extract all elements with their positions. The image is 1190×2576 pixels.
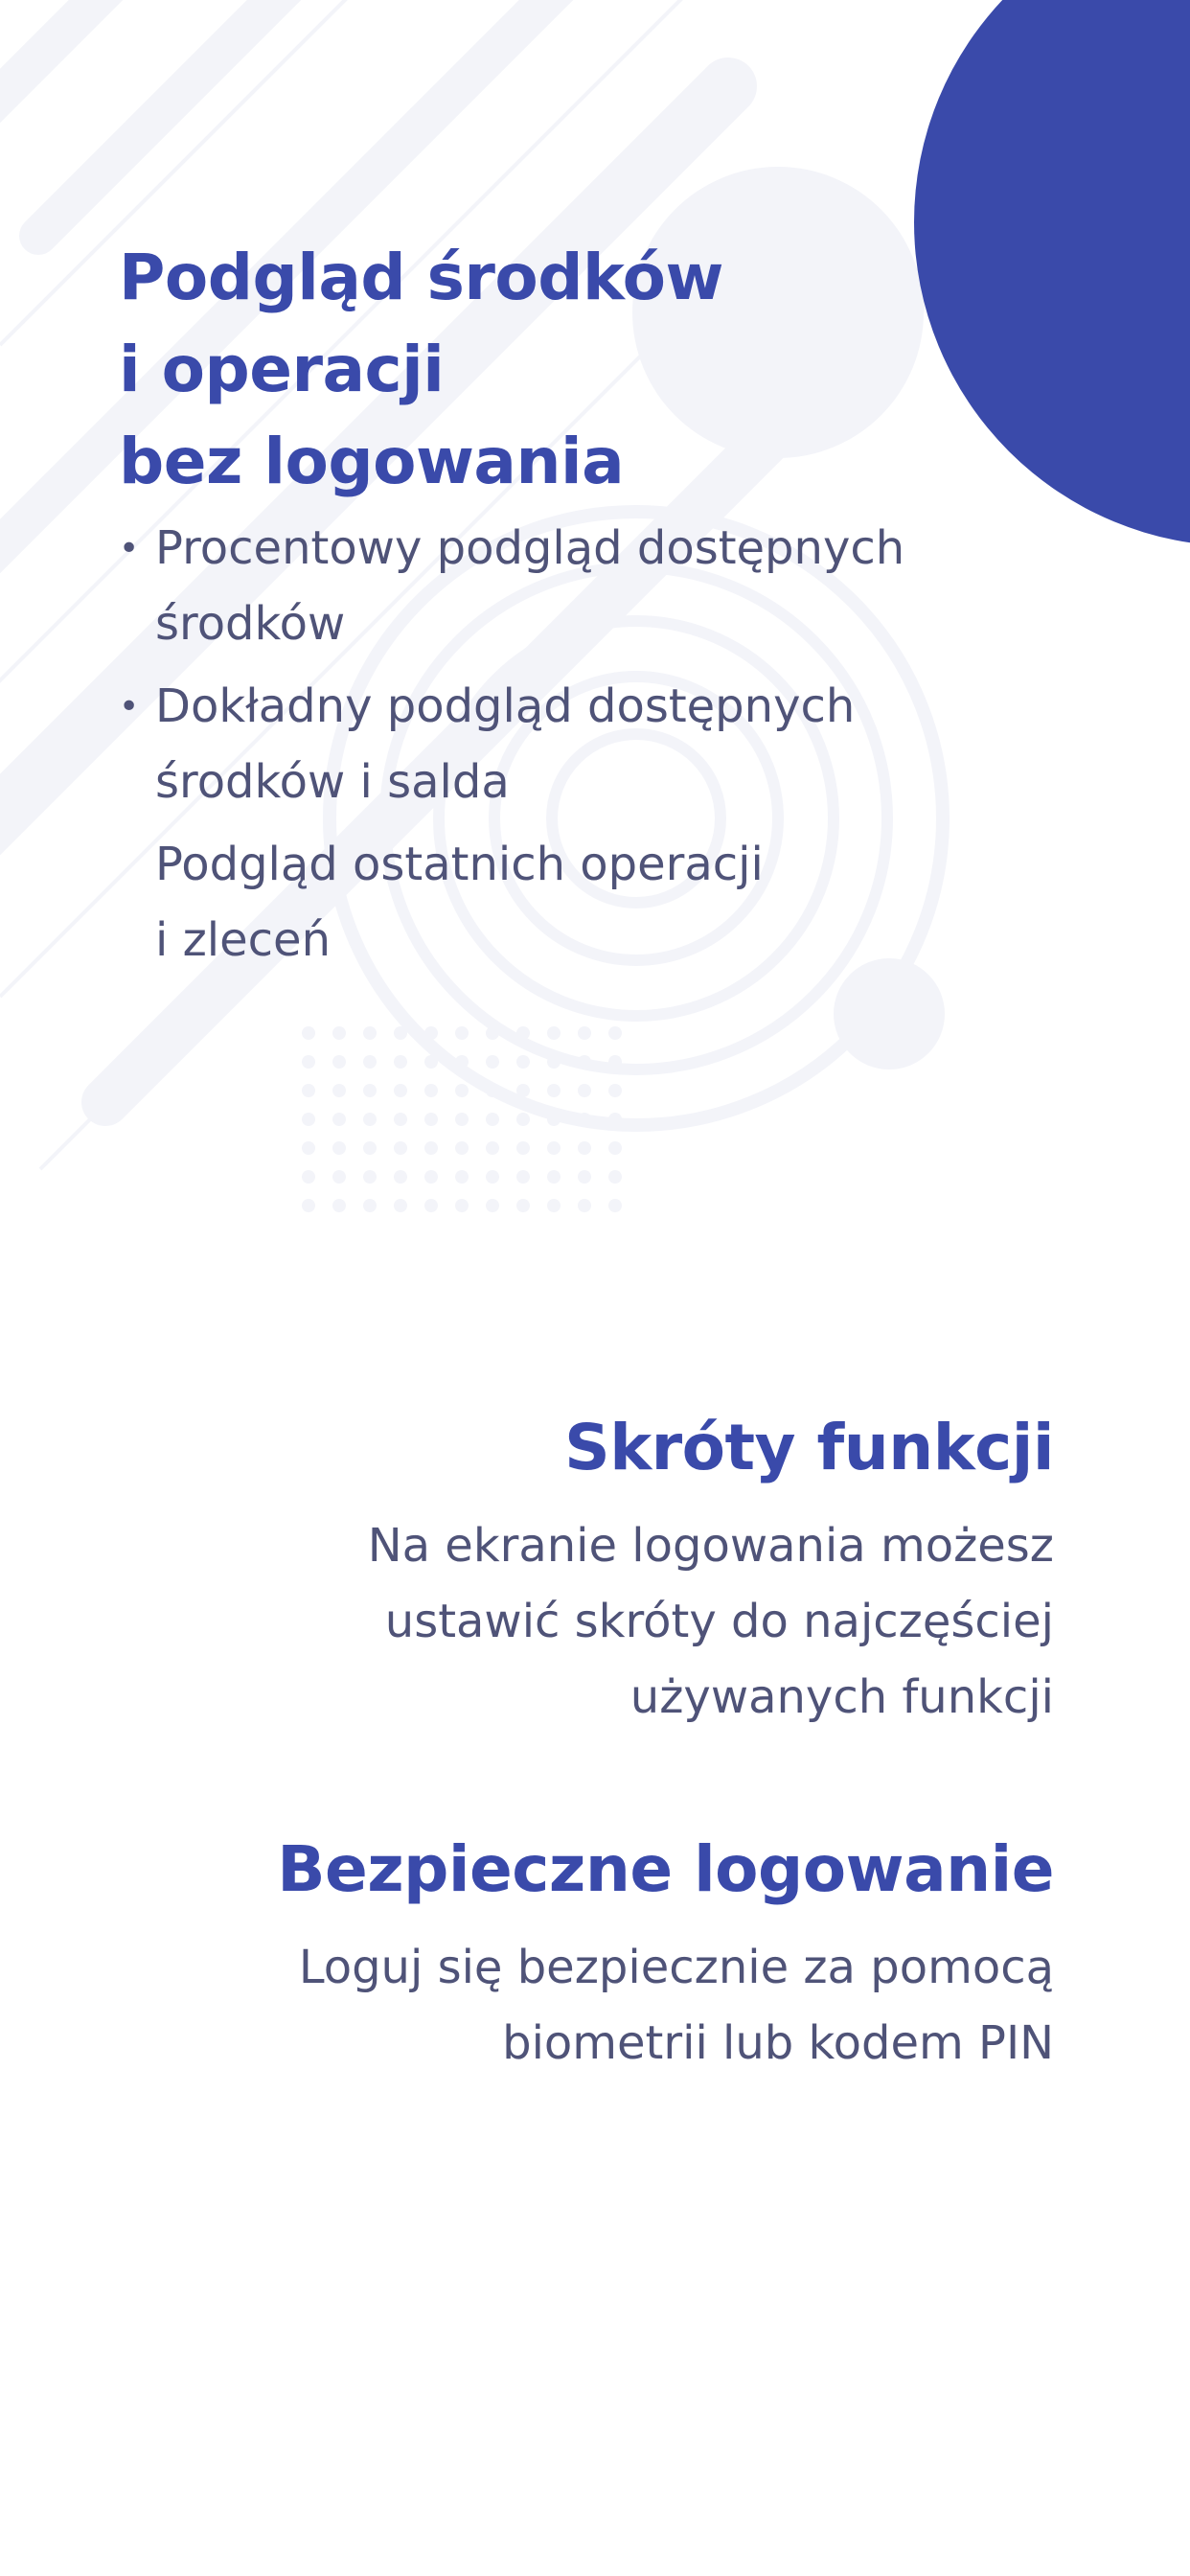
decor-dot — [516, 1026, 530, 1040]
preview-title — [119, 232, 790, 508]
decor-dot — [455, 1199, 469, 1212]
decor-dot — [332, 1055, 346, 1069]
secure-login-description-line: Loguj się bezpiecznie za pomocą — [298, 1941, 1054, 1994]
decor-dot — [332, 1113, 346, 1126]
decor-dot — [608, 1084, 622, 1097]
bullet-icon: • — [119, 687, 140, 726]
decor-dot — [302, 1055, 315, 1069]
preview-feature-list — [119, 511, 1000, 985]
decor-dot — [608, 1113, 622, 1126]
decor-dot — [302, 1199, 315, 1212]
preview-title-line: Podgląd środków — [119, 241, 723, 314]
decor-dot — [547, 1055, 561, 1069]
list-item-text: środków i salda — [155, 755, 510, 809]
list-item-text: Dokładny podgląd dostępnych — [155, 679, 856, 733]
decor-dot — [455, 1026, 469, 1040]
list-item-text: i zleceń — [155, 913, 331, 967]
decor-dot — [394, 1026, 407, 1040]
decor-dot — [363, 1026, 377, 1040]
shortcuts-description-line: używanych funkcji — [629, 1670, 1054, 1724]
decor-dot — [363, 1113, 377, 1126]
secure-login-title: Bezpieczne logowanie — [277, 1832, 1054, 1906]
decor-dot — [455, 1141, 469, 1155]
preview-title-line: i operacji — [119, 333, 445, 406]
decor-dot — [547, 1199, 561, 1212]
decor-circle-accent — [914, 0, 1190, 546]
secure-login-description-line: biometrii lub kodem PIN — [502, 2016, 1054, 2070]
decor-dot — [363, 1199, 377, 1212]
bullet-icon: • — [119, 529, 140, 568]
decor-dot — [486, 1141, 499, 1155]
decor-dot — [486, 1199, 499, 1212]
decor-dot — [394, 1084, 407, 1097]
decor-dot — [516, 1113, 530, 1126]
secure-login-section — [96, 1827, 1054, 2082]
decor-dot — [547, 1113, 561, 1126]
shortcuts-title: Skróty funkcji — [564, 1411, 1054, 1484]
decor-dot — [486, 1026, 499, 1040]
decor-dot — [455, 1170, 469, 1184]
decor-dot — [547, 1026, 561, 1040]
decor-dot — [394, 1170, 407, 1184]
decor-dot — [394, 1055, 407, 1069]
list-item-text: środków — [155, 597, 346, 651]
decor-dot — [332, 1170, 346, 1184]
decor-dot — [424, 1141, 438, 1155]
decor-dot — [332, 1084, 346, 1097]
decor-dot — [516, 1199, 530, 1212]
decor-dot — [578, 1141, 591, 1155]
list-item-text: Procentowy podgląd dostępnych — [155, 521, 905, 575]
shortcuts-description-line: ustawić skróty do najczęściej — [384, 1595, 1054, 1648]
decor-dot — [302, 1141, 315, 1155]
decor-dot — [578, 1170, 591, 1184]
shortcuts-description — [96, 1508, 1054, 1736]
decor-dot — [608, 1055, 622, 1069]
decor-dot — [424, 1170, 438, 1184]
decor-dot — [547, 1084, 561, 1097]
decor-dot — [516, 1141, 530, 1155]
list-item — [119, 827, 1000, 978]
shortcuts-section — [96, 1405, 1054, 1736]
decor-dot — [332, 1141, 346, 1155]
decor-dot — [578, 1199, 591, 1212]
preview-title-line: bez logowania — [119, 425, 625, 498]
decor-dot — [547, 1141, 561, 1155]
decor-dot — [578, 1084, 591, 1097]
decor-dot — [516, 1084, 530, 1097]
secure-login-description — [96, 1930, 1054, 2082]
decor-dot — [486, 1055, 499, 1069]
decor-dot — [394, 1199, 407, 1212]
decor-dot — [302, 1026, 315, 1040]
decor-dot — [608, 1141, 622, 1155]
decor-dot — [332, 1026, 346, 1040]
decor-dot — [424, 1055, 438, 1069]
decor-dot — [608, 1026, 622, 1040]
decor-dot — [394, 1141, 407, 1155]
decor-dot — [455, 1113, 469, 1126]
decor-dot — [578, 1113, 591, 1126]
decor-dot — [302, 1113, 315, 1126]
decor-dot — [516, 1055, 530, 1069]
decor-dot — [486, 1113, 499, 1126]
decor-dot — [363, 1141, 377, 1155]
decor-dot — [363, 1084, 377, 1097]
decor-dot — [516, 1170, 530, 1184]
decor-dot — [302, 1084, 315, 1097]
decor-dot — [394, 1113, 407, 1126]
list-item — [119, 511, 1000, 662]
decor-dot — [424, 1199, 438, 1212]
decor-dot — [424, 1084, 438, 1097]
list-item-text: Podgląd ostatnich operacji — [155, 838, 764, 891]
decor-dot — [424, 1026, 438, 1040]
decor-dot — [455, 1084, 469, 1097]
decor-dot — [547, 1170, 561, 1184]
decor-dot — [332, 1199, 346, 1212]
decor-dot — [578, 1055, 591, 1069]
decor-dot — [302, 1170, 315, 1184]
decor-dot — [486, 1170, 499, 1184]
decor-dot — [363, 1170, 377, 1184]
decor-dot — [424, 1113, 438, 1126]
shortcuts-description-line: Na ekranie logowania możesz — [367, 1519, 1054, 1573]
decor-dot — [578, 1026, 591, 1040]
list-item — [119, 669, 1000, 820]
decor-dot — [363, 1055, 377, 1069]
decor-dot — [486, 1084, 499, 1097]
decor-dot — [455, 1055, 469, 1069]
decor-dot — [608, 1170, 622, 1184]
decor-dot — [608, 1199, 622, 1212]
